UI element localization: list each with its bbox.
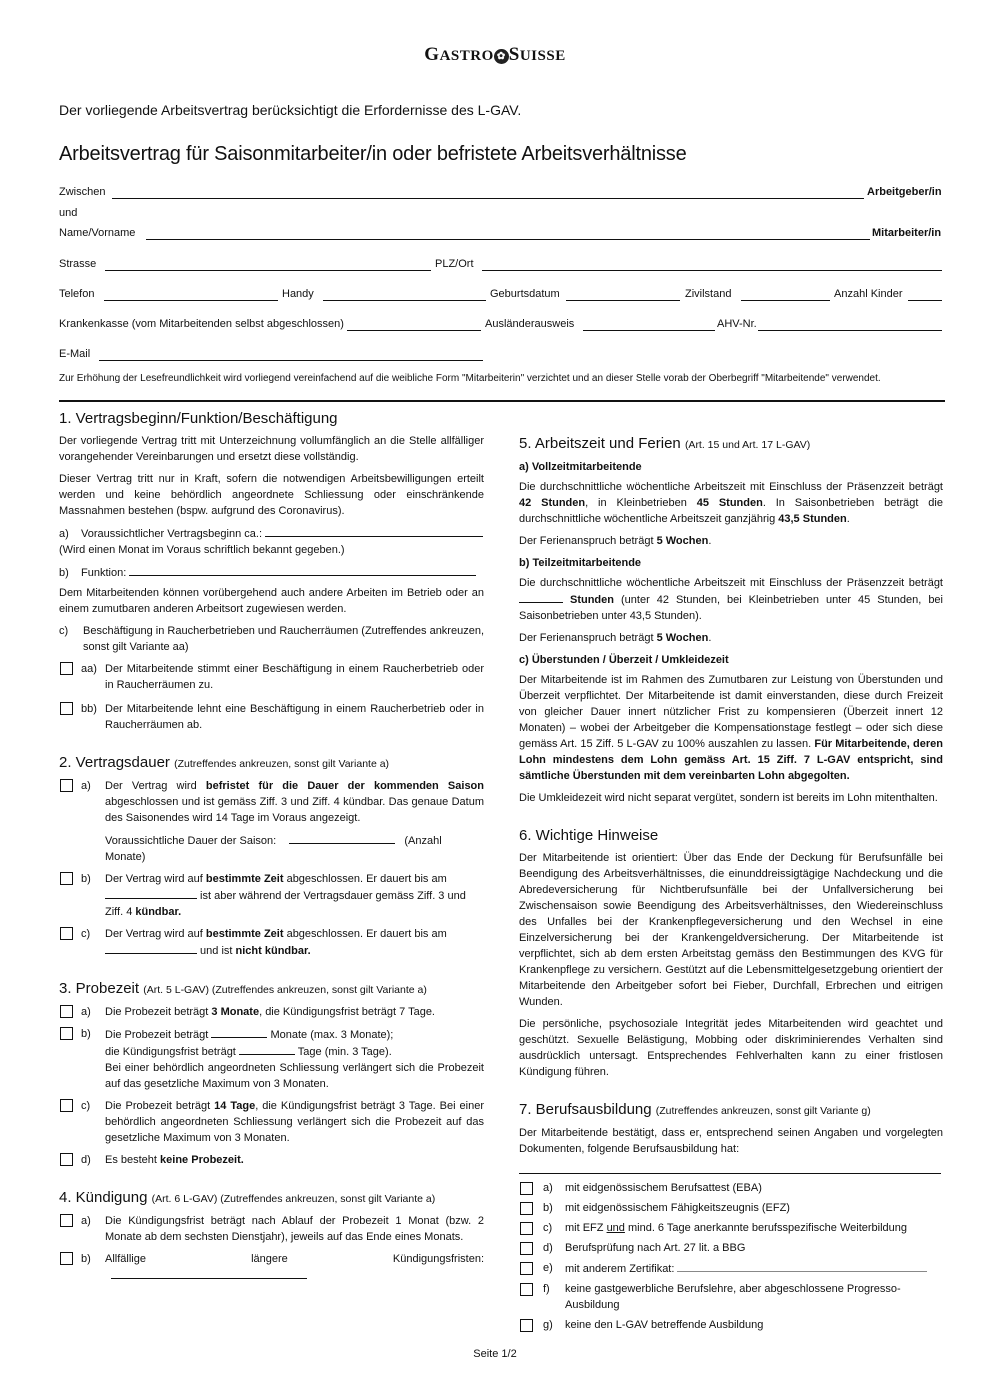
season-duration-unit: (Anzahl Monate) bbox=[105, 835, 442, 863]
checkbox-row-3b[interactable] bbox=[59, 1026, 484, 1092]
handy-field[interactable] bbox=[323, 300, 486, 301]
text: Der Vertrag wird auf bbox=[105, 873, 206, 885]
vertragsbeginn-field[interactable] bbox=[265, 525, 483, 537]
section-7-heading: 7. Berufsausbildung bbox=[519, 1101, 652, 1118]
checkbox-2a[interactable] bbox=[60, 779, 73, 792]
text: . bbox=[846, 513, 850, 525]
section-7-title bbox=[519, 1102, 943, 1119]
logo-text: ASTRO bbox=[439, 48, 494, 64]
checkbox-row-7g[interactable] bbox=[519, 1317, 943, 1333]
text: (unter 42 Stunden, bei Kleinbetrieben unter 45 Stunden, bei Saisonbetrieben unter 43,5 Stunden). bbox=[519, 594, 943, 622]
telefon-field[interactable] bbox=[104, 300, 278, 301]
text: Tage (min. 3 Tage). bbox=[297, 1046, 392, 1058]
geburtsdatum-label: Geburtsdatum bbox=[490, 288, 560, 300]
text: . bbox=[708, 535, 712, 547]
s7-divider bbox=[519, 1173, 941, 1174]
text-bold: bestimmte Zeit bbox=[205, 873, 284, 885]
s1-b-row bbox=[59, 564, 484, 581]
text: mit anderem Zertifikat: bbox=[565, 1263, 675, 1275]
email-field[interactable] bbox=[99, 360, 483, 361]
zivilstand-label: Zivilstand bbox=[685, 288, 732, 300]
text-underlined: und bbox=[606, 1222, 625, 1234]
text-bold: Stunden bbox=[563, 594, 614, 606]
checkbox-aa-text: Der Mitarbeitende stimmt einer Beschäftigung in einem Raucherbetrieb oder in Raucherräumen zu. bbox=[105, 663, 484, 691]
s7-paragraph: Der Mitarbeitende bestätigt, dass er, entsprechend seinen Angaben und vorgelegten Dokumenten, folgende Berufsausbildung hat: bbox=[519, 1127, 943, 1155]
text: keine gastgewerbliche Berufslehre, aber abgeschlossene Progresso-Ausbildung bbox=[565, 1283, 901, 1311]
text: Die durchschnittliche wöchentliche Arbeitszeit mit Einschluss der Präsenzzeit beträgt bbox=[519, 577, 943, 589]
employee-name-field[interactable] bbox=[146, 239, 870, 240]
text: . In Saisonbetrieben beträgt die durchschnittliche wöchentliche Arbeitszeit ganzjährig bbox=[519, 497, 943, 525]
text-bold: 14 Tage bbox=[214, 1100, 256, 1112]
item-letter: bb) bbox=[81, 703, 97, 715]
season-duration-field[interactable] bbox=[289, 832, 395, 844]
text-bold: 42 Stunden bbox=[519, 497, 586, 509]
checkbox-4a[interactable] bbox=[60, 1214, 73, 1227]
s5-b-ferien bbox=[519, 630, 943, 646]
s1-paragraph: Dieser Vertrag tritt nur in Kraft, sofern die notwendigen Arbeitsbewilligungen erteilt werden und keine behördlich angeordnete Schliessung oder einschränkende Massnahmen bestehen (bspw. aufgrund des Coronavirus). bbox=[59, 473, 484, 517]
checkbox-row-7c[interactable] bbox=[519, 1220, 943, 1236]
text: Der Mitarbeitende ist im Rahmen des Zumutbaren zur Leistung von Überstunden und Überzeit verpflichtet. Der Mitarbeitende ist damit einverstanden, diese durch Freizeit von gleicher Dauer innert nützlicher Frist zu kompensieren (Überzeit innert 12 Monaten) – wobei der Arbeitgeber die Kompensationstage festlegt – oder sich diese gemäss Art. 15 Ziff. 5 L-GAV zu 100% auszahlen zu lassen. bbox=[519, 674, 943, 750]
text: mit eidgenössischem Berufsattest (EBA) bbox=[565, 1182, 762, 1194]
kinder-field[interactable] bbox=[908, 300, 942, 301]
checkbox-row-3d[interactable] bbox=[59, 1152, 484, 1168]
und-label: und bbox=[59, 207, 78, 219]
checkbox-row-4b[interactable] bbox=[59, 1251, 484, 1284]
s5-c-heading: c) Überstunden / Überzeit / Umkleidezeit bbox=[519, 654, 729, 666]
text-bold: befristet für die Dauer der kommenden Saison bbox=[205, 780, 484, 792]
checkbox-row-7b[interactable] bbox=[519, 1200, 943, 1216]
section-4-subtitle: (Art. 6 L-GAV) (Zutreffendes ankreuzen, sonst gilt Variante a) bbox=[151, 1193, 436, 1205]
section-3-subtitle: (Art. 5 L-GAV) (Zutreffendes ankreuzen, sonst gilt Variante a) bbox=[143, 984, 427, 996]
checkbox-7e[interactable] bbox=[520, 1262, 533, 1275]
checkbox-aa[interactable] bbox=[60, 662, 73, 675]
s6-paragraph: Der Mitarbeitende ist orientiert: Über das Ende der Deckung für Berufsunfälle bei Beendigung des Arbeitsverhältnisses, die einunddreissigtägige Nachdeckung und die Abredeversicherung für Nichtberufsunfälle bei der Unfallversicherung bei Zwischensaison sowie Beendigung des Arbeitsverhältnisses, den Wiedereinschluss des Unfalles bei der Krankenpflegeversicherung und den Wechsel in eine Einzelversicherung bei der Krankengeldversicherung. Der Mitarbeitende ist verpflichtet, sich ab dem ersten Arbeitstag gemäss den Bestimmungen des KVG für Krankenpflege zu versichern. Gestützt auf die Lebensmittelgesetzgebung orientiert der Mitarbeitende den Arbeitgeber sofort bei Fieber, Durchfall, Erbrechen und eitrigen Wunden. bbox=[519, 852, 943, 1008]
checkbox-3b[interactable] bbox=[60, 1027, 73, 1040]
section-5-subtitle: (Art. 15 und Art. 17 L-GAV) bbox=[684, 439, 811, 451]
item-letter: b) bbox=[81, 1028, 91, 1040]
season-duration-label: Voraussichtliche Dauer der Saison: bbox=[105, 835, 277, 847]
page-number: Seite 1/2 bbox=[473, 1348, 517, 1360]
zivilstand-field[interactable] bbox=[741, 300, 830, 301]
text: Ziff. 4 bbox=[105, 906, 136, 918]
other-certificate-field[interactable] bbox=[677, 1260, 927, 1272]
teilzeit-hours-field[interactable] bbox=[519, 591, 563, 603]
intro-text: Der vorliegende Arbeitsvertrag berücksichtigt die Erfordernisse des L-GAV. bbox=[59, 102, 522, 118]
text: Berufsprüfung nach Art. 27 lit. a BBG bbox=[565, 1242, 746, 1254]
section-3-title bbox=[59, 981, 484, 998]
ahv-label: AHV-Nr. bbox=[717, 318, 757, 330]
text: mit EFZ bbox=[565, 1222, 607, 1234]
gastrosuisse-logo bbox=[0, 44, 990, 66]
item-letter: aa) bbox=[81, 663, 97, 675]
s5-b-paragraph bbox=[519, 575, 943, 624]
text-bold: bestimmte Zeit bbox=[205, 928, 284, 940]
text: Der Ferienanspruch beträgt bbox=[519, 632, 657, 644]
right-column bbox=[519, 436, 943, 1337]
checkbox-row-7f[interactable] bbox=[519, 1281, 943, 1313]
section-4-title bbox=[59, 1190, 484, 1207]
text: keine den L-GAV betreffende Ausbildung bbox=[565, 1319, 764, 1331]
text: Der Ferienanspruch beträgt bbox=[519, 535, 657, 547]
checkbox-3d[interactable] bbox=[60, 1153, 73, 1166]
krankenkasse-label: Krankenkasse (vom Mitarbeitenden selbst abgeschlossen) bbox=[59, 318, 344, 330]
checkbox-7g[interactable] bbox=[520, 1319, 533, 1332]
kinder-label: Anzahl Kinder bbox=[834, 288, 903, 300]
section-5-heading: 5. Arbeitszeit und Ferien bbox=[519, 435, 681, 452]
item-letter: b) bbox=[59, 567, 69, 579]
s1-c-row bbox=[59, 623, 484, 655]
text-bold: 5 Wochen bbox=[656, 535, 709, 547]
section-7-subtitle: (Zutreffendes ankreuzen, sonst gilt Variante g) bbox=[655, 1105, 871, 1117]
checkbox-row-4a[interactable] bbox=[59, 1213, 484, 1245]
item-letter: b) bbox=[81, 1253, 91, 1265]
s5-a-heading: a) Vollzeitmitarbeitende bbox=[519, 461, 642, 473]
item-letter: b) bbox=[543, 1202, 553, 1214]
checkbox-row-bb[interactable] bbox=[59, 701, 484, 733]
text-bold: 45 Stunden bbox=[696, 497, 763, 509]
section-5-title bbox=[519, 436, 943, 453]
funktion-field[interactable] bbox=[129, 564, 476, 576]
text-bold: kündbar. bbox=[135, 906, 182, 918]
checkbox-bb-text: Der Mitarbeitende lehnt eine Beschäftigung in einem Raucherbetrieb oder in Raucherräumen ab. bbox=[105, 703, 484, 731]
auslaender-field[interactable] bbox=[583, 330, 715, 331]
text: Der Vertrag wird auf bbox=[105, 928, 206, 940]
end-date-field[interactable] bbox=[105, 887, 197, 899]
checkbox-4b[interactable] bbox=[60, 1252, 73, 1265]
checkbox-row-2b[interactable] bbox=[59, 871, 484, 920]
section-3-heading: 3. Probezeit bbox=[59, 980, 140, 997]
checkbox-7d[interactable] bbox=[520, 1242, 533, 1255]
handy-label: Handy bbox=[282, 288, 314, 300]
telefon-label: Telefon bbox=[59, 288, 95, 300]
left-column bbox=[59, 411, 484, 1290]
text: . bbox=[708, 632, 712, 644]
checkbox-7f[interactable] bbox=[520, 1283, 533, 1296]
checkbox-3c[interactable] bbox=[60, 1099, 73, 1112]
text: Die Probezeit beträgt bbox=[105, 1100, 215, 1112]
text: , in Kleinbetrieben bbox=[585, 497, 697, 509]
text-bold: Für Mitarbeitende, deren Lohn mindestens dem Lohn gemäss Art. 15 Ziff. 7 L-GAV entspricht, sind sämtliche Überstunden mit dem vereinbarten Lohn abgegolten. bbox=[519, 738, 943, 782]
section-2-title bbox=[59, 755, 484, 772]
logo-letter: S bbox=[508, 44, 520, 65]
text: abgeschlossen und ist gemäss Ziff. 3 und Ziff. 4 kündbar. Das genaue Datum des Saisonendes wird 14 Tage im Voraus angezeigt. bbox=[105, 796, 484, 824]
strasse-label: Strasse bbox=[59, 258, 97, 270]
logo-emblem-icon: ✿ bbox=[494, 49, 509, 64]
item-letter: d) bbox=[543, 1242, 553, 1254]
text: Monate (max. 3 Monate); bbox=[270, 1029, 394, 1041]
logo-text: UISSE bbox=[519, 48, 566, 64]
logo-letter: G bbox=[424, 44, 440, 65]
checkbox-row-3c[interactable] bbox=[59, 1098, 484, 1146]
text: Die Kündigungsfrist beträgt nach Ablauf der Probezeit 1 Monat (bzw. 2 Monate ab dem sechsten Dienstjahr), jeweils auf das Ende eines Monats. bbox=[105, 1215, 484, 1243]
s1-paragraph: Der vorliegende Vertrag tritt mit Unterzeichnung vollumfänglich an die Stelle allfälliger vorangehender Vereinbarungen und ersetzt diese vollständig. bbox=[59, 435, 484, 463]
text: , die Kündigungsfrist beträgt 7 Tage. bbox=[259, 1006, 435, 1018]
checkbox-row-7a[interactable] bbox=[519, 1180, 943, 1196]
employer-field[interactable] bbox=[112, 198, 864, 199]
s5-a-ferien bbox=[519, 533, 943, 549]
text: abgeschlossen. Er dauert bis am bbox=[283, 873, 447, 885]
gender-note: Zur Erhöhung der Lesefreundlichkeit wird vorliegend vereinfachend auf die weibliche Form "Mitarbeiterin" verzichtet und an dieser Stelle vorab der Oberbegriff "Mitarbeitende" verwendet. bbox=[59, 373, 881, 384]
text: Allfällige längere Kündigungsfristen: bbox=[105, 1253, 484, 1265]
employer-label: Arbeitgeber/in bbox=[867, 186, 942, 198]
text-bold: 5 Wochen bbox=[656, 632, 709, 644]
checkbox-2b[interactable] bbox=[60, 872, 73, 885]
item-letter: c) bbox=[543, 1222, 553, 1234]
s1-a-text: Voraussichtlicher Vertragsbeginn ca.: bbox=[81, 528, 263, 540]
season-duration-row bbox=[105, 832, 484, 865]
item-letter: c) bbox=[59, 625, 69, 637]
end-date-field[interactable] bbox=[105, 942, 197, 954]
krankenkasse-field[interactable] bbox=[347, 330, 481, 331]
section-2-heading: 2. Vertragsdauer bbox=[59, 754, 170, 771]
item-letter: a) bbox=[81, 1006, 91, 1018]
s6-paragraph: Die persönliche, psychosoziale Integrität jedes Mitarbeitenden wird geachtet und geschützt. Sexuelle Belästigung, Mobbing oder diskriminierendes Verhalten sind ausdrücklich untersagt. Entsprechendes Fehlverhalten kann zu einer fristlosen Kündigung führen. bbox=[519, 1018, 943, 1078]
checkbox-7a[interactable] bbox=[520, 1182, 533, 1195]
text: die Kündigungsfrist beträgt bbox=[105, 1046, 236, 1058]
geburtsdatum-field[interactable] bbox=[566, 300, 680, 301]
s5-a-paragraph bbox=[519, 479, 943, 527]
item-letter: a) bbox=[59, 528, 69, 540]
item-letter: a) bbox=[543, 1182, 553, 1194]
text: mind. 6 Tage anerkannte berufsspezifische Weiterbildung bbox=[624, 1222, 908, 1234]
s5-b-heading: b) Teilzeitmitarbeitende bbox=[519, 557, 642, 569]
text: Der Vertrag wird bbox=[105, 780, 206, 792]
item-letter: b) bbox=[81, 873, 91, 885]
text: mit eidgenössischem Fähigkeitszeugnis (EFZ) bbox=[565, 1202, 790, 1214]
s5-c-paragraph bbox=[519, 672, 943, 784]
ahv-field[interactable] bbox=[758, 330, 942, 331]
item-letter: g) bbox=[543, 1319, 553, 1331]
zwischen-label: Zwischen bbox=[59, 186, 106, 198]
document-title: Arbeitsvertrag für Saisonmitarbeiter/in oder befristete Arbeitsverhältnisse bbox=[59, 143, 687, 165]
plz-field[interactable] bbox=[482, 270, 942, 271]
section-divider bbox=[59, 400, 945, 402]
s1-a-note: (Wird einen Monat im Voraus schriftlich bekannt gegeben.) bbox=[59, 544, 345, 556]
item-letter: c) bbox=[81, 928, 91, 940]
probezeit-months-field[interactable] bbox=[211, 1026, 267, 1038]
section-1-title: 1. Vertragsbeginn/Funktion/Beschäftigung bbox=[59, 410, 338, 427]
item-letter: e) bbox=[543, 1262, 553, 1274]
text: Die Probezeit beträgt bbox=[105, 1029, 209, 1041]
section-6-title: 6. Wichtige Hinweise bbox=[519, 827, 659, 844]
checkbox-row-3a[interactable] bbox=[59, 1004, 484, 1020]
item-letter: c) bbox=[81, 1100, 91, 1112]
checkbox-2c[interactable] bbox=[60, 927, 73, 940]
kuendigungsfrist-days-field[interactable] bbox=[239, 1043, 295, 1055]
s1-a-row bbox=[59, 525, 484, 542]
item-letter: a) bbox=[81, 780, 91, 792]
section-2-subtitle: (Zutreffendes ankreuzen, sonst gilt Variante a) bbox=[174, 758, 390, 770]
text: abgeschlossen. Er dauert bis am bbox=[283, 928, 447, 940]
checkbox-7c[interactable] bbox=[520, 1222, 533, 1235]
name-label: Name/Vorname bbox=[59, 227, 136, 239]
checkbox-row-7d[interactable] bbox=[519, 1240, 943, 1256]
checkbox-3a[interactable] bbox=[60, 1005, 73, 1018]
strasse-field[interactable] bbox=[105, 270, 431, 271]
item-letter: a) bbox=[81, 1215, 91, 1227]
s1-b-text: Funktion: bbox=[81, 567, 127, 579]
text-bold: 3 Monate bbox=[211, 1006, 260, 1018]
auslaender-label: Ausländerausweis bbox=[485, 318, 575, 330]
checkbox-bb[interactable] bbox=[60, 702, 73, 715]
checkbox-7b[interactable] bbox=[520, 1202, 533, 1215]
text: Die durchschnittliche wöchentliche Arbeitszeit mit Einschluss der Präsenzzeit beträgt bbox=[519, 481, 943, 493]
item-letter: d) bbox=[81, 1154, 91, 1166]
text: und ist bbox=[197, 945, 236, 957]
checkbox-row-aa[interactable] bbox=[59, 661, 484, 693]
s5-c-paragraph-2: Die Umkleidezeit wird nicht separat vergütet, sondern ist bereits im Lohn mitenthalten. bbox=[519, 792, 938, 804]
checkbox-row-7e[interactable] bbox=[519, 1260, 943, 1277]
s1-c-text: Beschäftigung in Raucherbetrieben und Raucherräumen (Zutreffendes ankreuzen, sonst gilt Variante aa) bbox=[83, 625, 484, 653]
employee-label: Mitarbeiter/in bbox=[872, 227, 942, 239]
text: Die Probezeit beträgt bbox=[105, 1006, 212, 1018]
text: Bei einer behördlich angeordneten Schliessung verlängert sich die Probezeit auf das gesetzliche Maximum von 3 Monaten. bbox=[105, 1062, 484, 1090]
section-4-heading: 4. Kündigung bbox=[59, 1189, 148, 1206]
text: , die Kündigungsfrist beträgt 3 Tage. Bei einer behördlich angeordneten Schliessung verlängert sich die Probezeit auf das gesetzliche Maximum von 3 Monaten. bbox=[105, 1100, 485, 1144]
text: ist aber während der Vertragsdauer gemäss Ziff. 3 und bbox=[197, 890, 466, 902]
plz-label: PLZ/Ort bbox=[435, 258, 474, 270]
text-bold: keine Probezeit. bbox=[160, 1154, 244, 1166]
text-bold: nicht kündbar. bbox=[235, 945, 311, 957]
item-letter: f) bbox=[543, 1283, 550, 1295]
checkbox-row-2a[interactable] bbox=[59, 778, 484, 865]
longer-notice-field[interactable] bbox=[111, 1267, 307, 1279]
text-bold: 43,5 Stunden bbox=[778, 513, 847, 525]
s1-paragraph: Dem Mitarbeitenden können vorübergehend auch andere Arbeiten im Betrieb oder an einem zumutbaren anderen Arbeitsort zugewiesen werden. bbox=[59, 587, 484, 615]
email-label: E-Mail bbox=[59, 348, 91, 360]
checkbox-row-2c[interactable] bbox=[59, 926, 484, 959]
text: Es besteht bbox=[105, 1154, 161, 1166]
